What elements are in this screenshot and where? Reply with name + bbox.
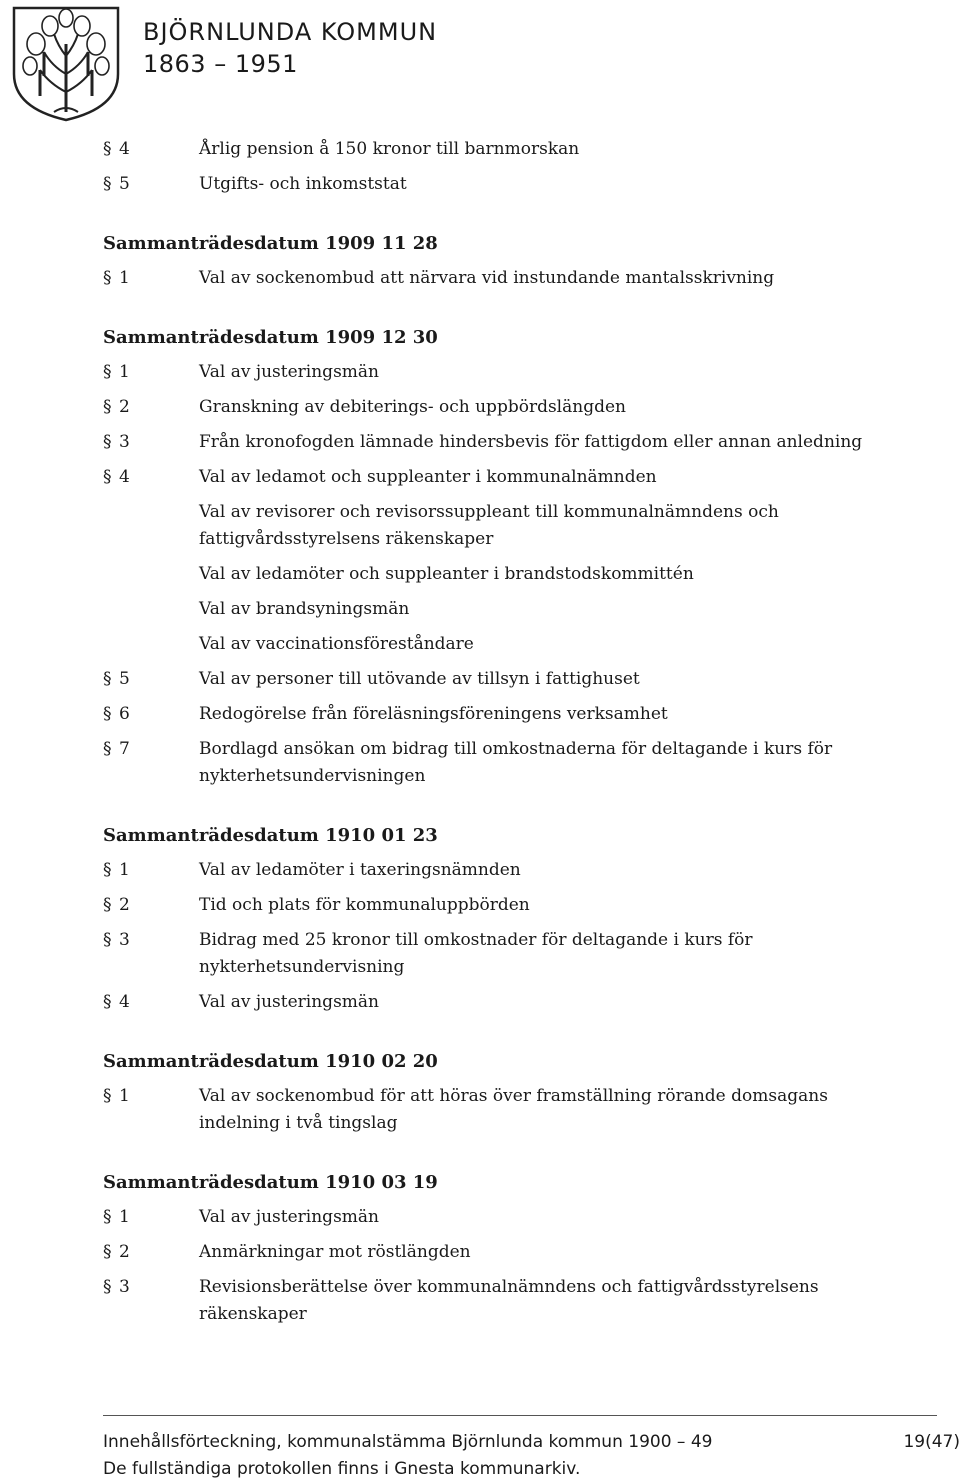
agenda-item xyxy=(103,1274,863,1328)
paragraph-number xyxy=(103,892,199,919)
agenda-item xyxy=(103,136,863,163)
agenda-item-text: Val av brandsyningsmän xyxy=(199,599,410,619)
paragraph-number-value: 4 xyxy=(119,467,130,487)
paragraph-number-value: 1 xyxy=(119,860,130,880)
section-sign-icon: § xyxy=(103,397,112,417)
paragraph-number-value: 3 xyxy=(119,432,130,452)
footer-line-1: Innehållsförteckning, kommunalstämma Björnlunda kommun 1900 – 49 xyxy=(103,1432,713,1452)
agenda-item-text: Val av ledamot och suppleanter i kommunalnämnden xyxy=(199,467,657,487)
section-sign-icon: § xyxy=(103,1207,112,1227)
paragraph-number-value: 2 xyxy=(119,1242,130,1262)
paragraph-number xyxy=(103,561,199,588)
paragraph-number xyxy=(103,429,199,456)
paragraph-number xyxy=(103,736,199,790)
agenda-item-text: Från kronofogden lämnade hindersbevis för fattigdom eller annan anledning xyxy=(199,432,863,452)
footer-divider xyxy=(103,1415,937,1416)
table-of-contents xyxy=(103,136,863,1360)
agenda-item xyxy=(103,927,863,981)
paragraph-number-value: 4 xyxy=(119,992,130,1012)
meeting-date-heading: Sammanträdesdatum 1909 12 30 xyxy=(103,327,438,348)
paragraph-number xyxy=(103,394,199,421)
page-header xyxy=(10,4,710,124)
agenda-item-text: Val av justeringsmän xyxy=(199,992,379,1012)
paragraph-number xyxy=(103,464,199,491)
agenda-item xyxy=(103,701,863,728)
paragraph-number xyxy=(103,1204,199,1231)
footer-text xyxy=(103,1429,712,1483)
agenda-item-text: Val av ledamöter i taxeringsnämnden xyxy=(199,860,521,880)
agenda-item xyxy=(103,499,863,553)
paragraph-number-value: 3 xyxy=(119,1277,130,1297)
municipality-years: 1863 – 1951 xyxy=(143,50,298,78)
agenda-item xyxy=(103,736,863,790)
section-sign-icon: § xyxy=(103,1242,112,1262)
paragraph-number xyxy=(103,927,199,981)
meeting-date-heading: Sammanträdesdatum 1910 01 23 xyxy=(103,825,438,846)
meeting-section xyxy=(103,1048,863,1137)
agenda-item-text: Årlig pension å 150 kronor till barnmorskan xyxy=(199,139,580,159)
agenda-item-text: Val av justeringsmän xyxy=(199,1207,379,1227)
meeting-date-heading: Sammanträdesdatum 1910 02 20 xyxy=(103,1051,438,1072)
agenda-item xyxy=(103,857,863,884)
paragraph-number-value: 5 xyxy=(119,669,130,689)
paragraph-number-value: 1 xyxy=(119,362,130,382)
agenda-item-text: Bidrag med 25 kronor till omkostnader för deltagande i kurs för nykterhetsundervisning xyxy=(199,930,753,977)
agenda-item-text: Anmärkningar mot röstlängden xyxy=(199,1242,471,1262)
section-sign-icon: § xyxy=(103,362,112,382)
agenda-item-text: Granskning av debiterings- och uppbördslängden xyxy=(199,397,626,417)
agenda-item xyxy=(103,631,863,658)
paragraph-number-value: 6 xyxy=(119,704,130,724)
agenda-item xyxy=(103,265,863,292)
page-number: 19(47) xyxy=(903,1432,960,1452)
section-sign-icon: § xyxy=(103,1086,112,1106)
agenda-item xyxy=(103,1204,863,1231)
coat-of-arms-tree-icon xyxy=(10,4,122,122)
agenda-item xyxy=(103,561,863,588)
section-sign-icon: § xyxy=(103,895,112,915)
agenda-item xyxy=(103,892,863,919)
agenda-item xyxy=(103,359,863,386)
agenda-item xyxy=(103,596,863,623)
section-sign-icon: § xyxy=(103,1277,112,1297)
section-sign-icon: § xyxy=(103,669,112,689)
agenda-item-text: Val av sockenombud att närvara vid instundande mantalsskrivning xyxy=(199,268,775,288)
section-sign-icon: § xyxy=(103,860,112,880)
meeting-section xyxy=(103,324,863,790)
agenda-item xyxy=(103,464,863,491)
paragraph-number-value: 4 xyxy=(119,139,130,159)
paragraph-number xyxy=(103,1274,199,1328)
agenda-item xyxy=(103,1083,863,1137)
section-sign-icon: § xyxy=(103,432,112,452)
paragraph-number xyxy=(103,701,199,728)
section-sign-icon: § xyxy=(103,930,112,950)
paragraph-number-value: 7 xyxy=(119,739,130,759)
agenda-item xyxy=(103,1239,863,1266)
section-sign-icon: § xyxy=(103,268,112,288)
paragraph-number-value: 2 xyxy=(119,397,130,417)
agenda-item-text: Val av sockenombud för att höras över framställning rörande domsagans indelning i två tingslag xyxy=(199,1086,828,1133)
paragraph-number xyxy=(103,857,199,884)
section-sign-icon: § xyxy=(103,467,112,487)
paragraph-number-value: 5 xyxy=(119,174,130,194)
footer-line-2: De fullständiga protokollen finns i Gnesta kommunarkiv. xyxy=(103,1459,581,1479)
paragraph-number xyxy=(103,631,199,658)
paragraph-number-value: 1 xyxy=(119,1086,130,1106)
paragraph-number xyxy=(103,1239,199,1266)
municipality-title: BJÖRNLUNDA KOMMUN xyxy=(143,18,438,46)
meeting-section xyxy=(103,1169,863,1328)
paragraph-number-value: 3 xyxy=(119,930,130,950)
paragraph-number xyxy=(103,596,199,623)
agenda-item xyxy=(103,429,863,456)
meeting-date-heading: Sammanträdesdatum 1910 03 19 xyxy=(103,1172,438,1193)
agenda-item-text: Revisionsberättelse över kommunalnämndens och fattigvårdsstyrelsens räkenskaper xyxy=(199,1277,819,1324)
paragraph-number xyxy=(103,359,199,386)
paragraph-number-value: 1 xyxy=(119,268,130,288)
agenda-item-text: Val av ledamöter och suppleanter i brandstodskommittén xyxy=(199,564,694,584)
paragraph-number-value: 1 xyxy=(119,1207,130,1227)
agenda-item xyxy=(103,394,863,421)
meeting-section xyxy=(103,136,863,198)
agenda-item xyxy=(103,666,863,693)
section-sign-icon: § xyxy=(103,139,112,159)
agenda-item-text: Val av personer till utövande av tillsyn i fattighuset xyxy=(199,669,640,689)
section-sign-icon: § xyxy=(103,992,112,1012)
paragraph-number xyxy=(103,666,199,693)
agenda-item-text: Bordlagd ansökan om bidrag till omkostnaderna för deltagande i kurs för nykterhetsundervisningen xyxy=(199,739,833,786)
agenda-item xyxy=(103,171,863,198)
agenda-item-text: Utgifts- och inkomststat xyxy=(199,174,407,194)
meeting-date-heading: Sammanträdesdatum 1909 11 28 xyxy=(103,233,438,254)
agenda-item-text: Val av vaccinationsföreståndare xyxy=(199,634,474,654)
paragraph-number xyxy=(103,989,199,1016)
paragraph-number-value: 2 xyxy=(119,895,130,915)
agenda-item-text: Val av justeringsmän xyxy=(199,362,379,382)
agenda-item xyxy=(103,989,863,1016)
meeting-section xyxy=(103,230,863,292)
section-sign-icon: § xyxy=(103,704,112,724)
section-sign-icon: § xyxy=(103,174,112,194)
agenda-item-text: Redogörelse från föreläsningsföreningens verksamhet xyxy=(199,704,668,724)
paragraph-number xyxy=(103,171,199,198)
paragraph-number xyxy=(103,1083,199,1137)
agenda-item-text: Tid och plats för kommunaluppbörden xyxy=(199,895,530,915)
paragraph-number xyxy=(103,499,199,553)
paragraph-number xyxy=(103,265,199,292)
paragraph-number xyxy=(103,136,199,163)
agenda-item-text: Val av revisorer och revisorssuppleant till kommunalnämndens och fattigvårdsstyrelsens räkenskaper xyxy=(199,502,779,549)
section-sign-icon: § xyxy=(103,739,112,759)
meeting-section xyxy=(103,822,863,1016)
